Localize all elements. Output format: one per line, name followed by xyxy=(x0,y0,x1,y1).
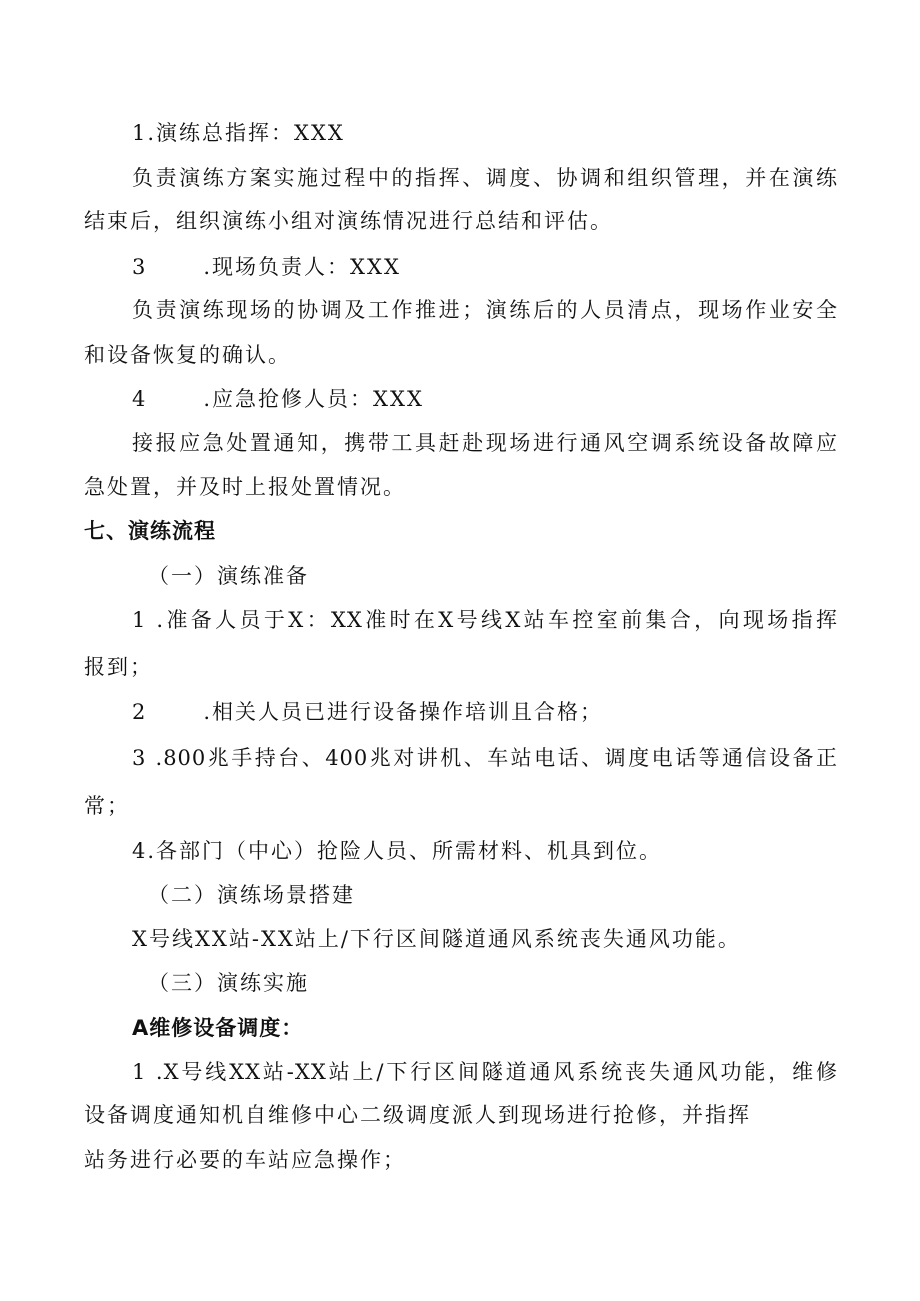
paragraph-line: 常； xyxy=(84,794,130,818)
paragraph-line: 结束后，组织演练小组对演练情况进行总结和评估。 xyxy=(84,209,613,233)
paragraph-line: 接报应急处置通知，携带工具赶赴现场进行通风空调系统设备故障应 xyxy=(132,431,838,455)
paragraph-line: 负责演练现场的协调及工作推进；演练后的人员清点，现场作业安全 xyxy=(132,298,838,322)
paragraph-line: X号线XX站-XX站上/下行区间隧道通风系统丧失通风功能。 xyxy=(132,927,741,951)
subsection-heading: （一）演练准备 xyxy=(148,564,309,588)
list-number: 3 xyxy=(132,255,148,279)
paragraph-line: 设备调度通知机自维修中心二级调度派人到现场进行抢修，并指挥 xyxy=(84,1103,751,1127)
paragraph-line: 急处置，并及时上报处置情况。 xyxy=(84,475,406,499)
subsection-heading: （三）演练实施 xyxy=(148,971,309,995)
list-item: 4.各部门（中心）抢险人员、所需材料、机具到位。 xyxy=(132,839,663,863)
chapter-heading: 七、演练流程 xyxy=(84,519,216,543)
list-item xyxy=(132,698,603,726)
paragraph-line: 负责演练方案实施过程中的指挥、调度、协调和组织管理，并在演练 xyxy=(132,166,838,190)
section-heading-site-manager xyxy=(132,253,401,281)
list-text: .现场负责人：XXX xyxy=(203,255,401,279)
paragraph-line: 1 .X号线XX站-XX站上/下行区间隧道通风系统丧失通风功能，维修 xyxy=(132,1060,838,1084)
paragraph-line: 和设备恢复的确认。 xyxy=(84,343,291,367)
section-heading-commander: 1.演练总指挥：XXX xyxy=(132,121,345,145)
subsection-heading: （二）演练场景搭建 xyxy=(148,883,355,907)
list-text: .应急抢修人员：XXX xyxy=(203,387,424,411)
section-heading-repair-staff xyxy=(132,385,424,413)
paragraph-line: 3 .800兆手持台、400兆对讲机、车站电话、调度电话等通信设备正 xyxy=(132,746,838,770)
paragraph-line: 站务进行必要的车站应急操作； xyxy=(84,1148,406,1172)
list-text: .相关人员已进行设备操作培训且合格； xyxy=(203,700,604,724)
paragraph-line: 1 .准备人员于X：XX准时在X号线X站车控室前集合，向现场指挥 xyxy=(132,608,838,632)
role-heading: A维修设备调度： xyxy=(132,1016,304,1040)
list-number: 4 xyxy=(132,387,148,411)
paragraph-line: 报到； xyxy=(84,655,153,679)
list-number: 2 xyxy=(132,700,148,724)
